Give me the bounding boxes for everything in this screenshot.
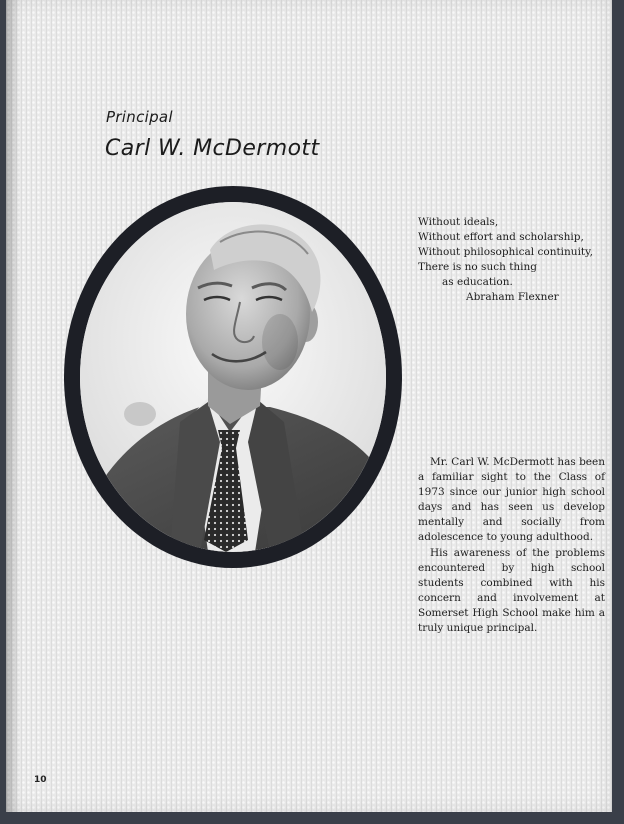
spine-shadow xyxy=(6,0,20,812)
principal-portrait-photo xyxy=(80,202,386,552)
principal-description xyxy=(418,455,605,636)
quote-line: There is no such thing xyxy=(418,261,538,273)
page-number: 10 xyxy=(34,775,47,785)
role-title: Principal xyxy=(106,108,173,126)
quote-line: Without philosophical continuity, xyxy=(418,246,594,258)
paragraph: His awareness of the problems encountered by high school students combined with his concern and involvement at Somerset High School make him a truly unique principal. xyxy=(418,546,605,635)
quote-line: Without effort and scholarship, xyxy=(418,231,584,243)
quote-block xyxy=(418,215,608,305)
yearbook-page xyxy=(6,0,612,812)
quote-line: as education. xyxy=(442,276,513,288)
paragraph: Mr. Carl W. McDermott has been a familiar sight to the Class of 1973 since our junior high school days and has seen us develop mentally and socially from adolescence to young adulthood. xyxy=(418,456,605,544)
quote-line: Without ideals, xyxy=(418,216,499,228)
quote-attribution: Abraham Flexner xyxy=(466,291,559,303)
principal-name: Carl W. McDermott xyxy=(105,136,320,161)
